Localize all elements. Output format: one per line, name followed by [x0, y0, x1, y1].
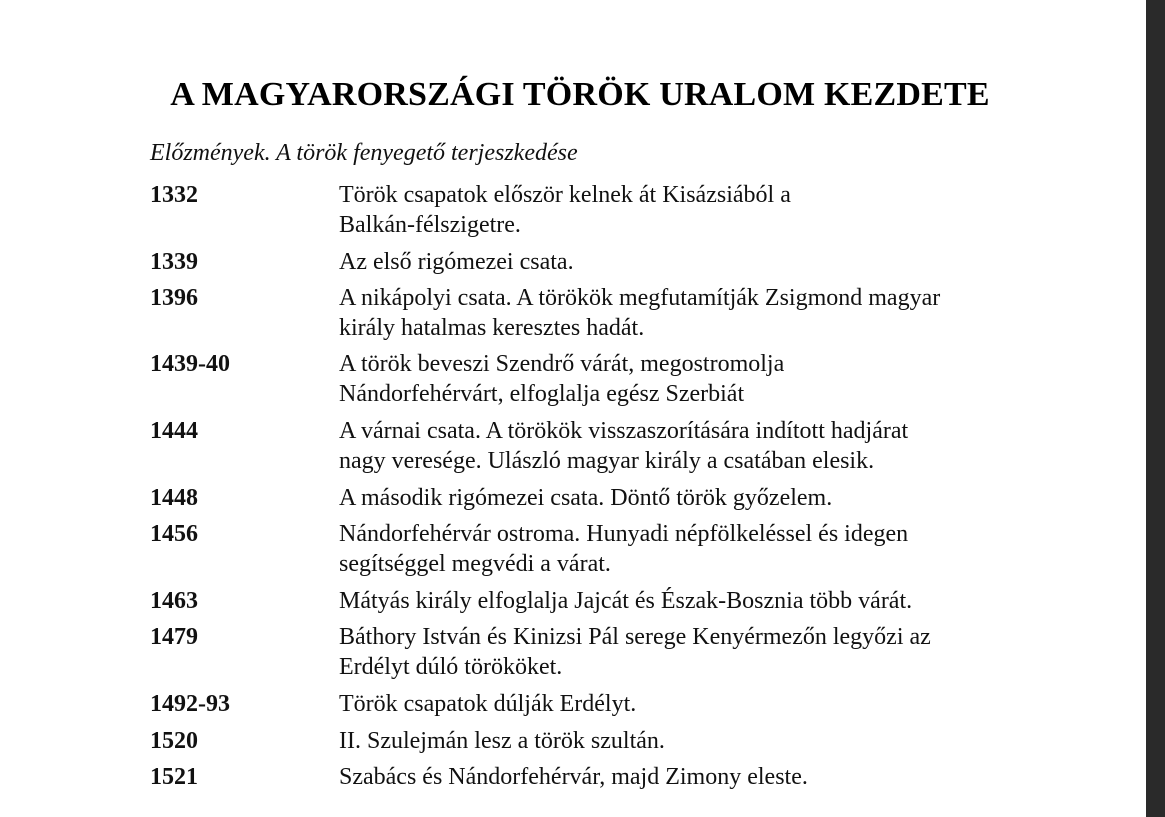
event-line: Erdélyt dúló törököket.: [339, 654, 563, 680]
timeline-year: 1439-40: [150, 351, 230, 377]
timeline-event: [339, 726, 1039, 756]
event-line: II. Szulejmán lesz a török szultán.: [339, 728, 665, 754]
timeline-year: 1463: [150, 588, 198, 614]
timeline-event: [339, 622, 1039, 682]
event-line: A várnai csata. A törökök visszaszorítására indított hadjárat: [339, 418, 909, 444]
event-line: Török csapatok először kelnek át Kisázsiából a: [339, 182, 791, 208]
event-line: király hatalmas keresztes hadát.: [339, 315, 645, 341]
event-line: Az első rigómezei csata.: [339, 249, 574, 275]
timeline-year: 1332: [150, 182, 198, 208]
timeline-event: [339, 180, 1039, 240]
event-line: Mátyás király elfoglalja Jajcát és Észak-Bosznia több várát.: [339, 588, 913, 614]
timeline-event: [339, 349, 1039, 409]
event-line: Nándorfehérvár ostroma. Hunyadi népfölkeléssel és idegen: [339, 521, 909, 547]
timeline-event: [339, 416, 1039, 476]
event-line: segítséggel megvédi a várat.: [339, 551, 611, 577]
timeline-event: [339, 247, 1039, 277]
timeline-year: 1339: [150, 249, 198, 275]
timeline-event: [339, 689, 1039, 719]
timeline-event: [339, 762, 1039, 792]
timeline-year: 1492-93: [150, 691, 230, 717]
event-line: Balkán-félszigetre.: [339, 212, 521, 238]
event-line: Nándorfehérvárt, elfoglalja egész Szerbiát: [339, 381, 745, 407]
timeline-event: [339, 586, 1039, 616]
timeline-year: 1456: [150, 521, 198, 547]
timeline-year: 1396: [150, 285, 198, 311]
event-line: A második rigómezei csata. Döntő török győzelem.: [339, 485, 833, 511]
timeline-event: [339, 283, 1039, 343]
timeline-year: 1520: [150, 728, 198, 754]
event-line: Török csapatok dúlják Erdélyt.: [339, 691, 637, 717]
timeline-year: 1448: [150, 485, 198, 511]
event-line: Szabács és Nándorfehérvár, majd Zimony eleste.: [339, 764, 808, 790]
event-line: nagy veresége. Ulászló magyar király a csatában elesik.: [339, 448, 875, 474]
timeline-event: [339, 483, 1039, 513]
timeline-year: 1479: [150, 624, 198, 650]
event-line: Báthory István és Kinizsi Pál serege Kenyérmezőn legyőzi az: [339, 624, 931, 650]
timeline-event: [339, 519, 1039, 579]
timeline-year: 1521: [150, 764, 198, 790]
event-line: A török beveszi Szendrő várát, megostromolja: [339, 351, 785, 377]
page-title: A MAGYARORSZÁGI TÖRÖK URALOM KEZDETE: [170, 76, 990, 113]
event-line: A nikápolyi csata. A törökök megfutamítják Zsigmond magyar: [339, 285, 941, 311]
page-edge-border: [1146, 0, 1165, 817]
timeline-year: 1444: [150, 418, 198, 444]
section-subtitle: Előzmények. A török fenyegető terjeszkedése: [150, 140, 578, 166]
